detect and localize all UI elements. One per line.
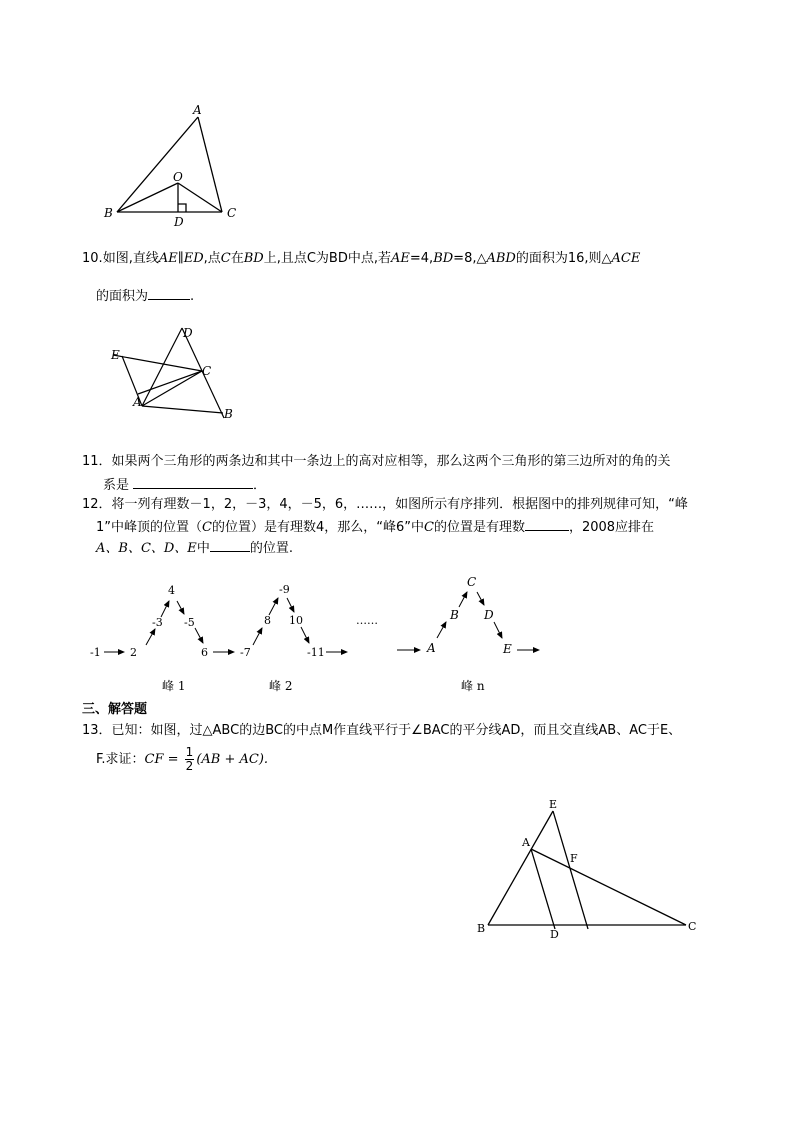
peak-n-6: 6 [201, 646, 208, 659]
label-a: A [133, 395, 142, 409]
line-ac [531, 849, 686, 925]
q12-line1: 12．将一列有理数－1，2，－3，4，－5，6，……，如图所示有序排列．根据图中的排列规律可知，“峰 [82, 497, 688, 512]
line-be [488, 811, 553, 925]
label-a: A [193, 103, 202, 117]
label-d: D [183, 326, 193, 340]
label-c: C [688, 920, 697, 933]
peak-caption-1: 峰 1 [162, 679, 186, 693]
q10-number: 10. [82, 251, 103, 266]
peak-n-minus5: -5 [184, 616, 195, 629]
peak-caption-2: 峰 2 [269, 679, 293, 693]
peak-n-minus7: -7 [240, 646, 251, 659]
label-a: A [522, 836, 530, 849]
label-d: D [550, 928, 559, 941]
label-o: O [173, 170, 183, 184]
q10-line1: 10.如图,直线AE∥ED,点C在BD上,且点C为BD中点,若AE=4,BD=8,△ABD的面积为16,则△ACE [82, 251, 641, 266]
q12-line3: A、B、C、D、E中 的位置. [96, 541, 293, 556]
peak-n-2: 2 [130, 646, 137, 659]
label-c: C [202, 364, 212, 378]
label-b: B [104, 206, 113, 220]
label-d: D [174, 215, 184, 229]
peak-label-a: A [427, 641, 436, 655]
label-b: B [477, 922, 486, 935]
peak-label-c: C [467, 575, 477, 589]
q12-line2: 1”中峰顶的位置（C的位置）是有理数4，那么，“峰6”中C的位置是有理数 ，2008应排在 [96, 520, 655, 535]
peak-label-d: D [484, 608, 494, 622]
label-e: E [549, 798, 558, 811]
q13-line2: F.求证：CF = $\frac{1}{2}$ (AB + AC). [96, 745, 269, 773]
line-ef [553, 811, 588, 929]
line-ad [531, 849, 555, 929]
q13-line1: 13．已知：如图，过△ABC的边BC的中点M作直线平行于∠BAC的平分线AD，而且交直线AB、AC于E、 [82, 723, 682, 738]
peak-n-minus1: -1 [90, 646, 101, 659]
peak-n-8: 8 [264, 614, 271, 627]
label-b: B [224, 407, 233, 421]
label-e: E [111, 348, 120, 362]
peak-label-b: B [450, 608, 459, 622]
peak-n-minus3: -3 [152, 616, 163, 629]
label-f: F [570, 852, 578, 865]
peak-dots: …… [356, 614, 378, 627]
q11-line1: 11．如果两个三角形的两条边和其中一条边上的高对应相等，那么这两个三角形的第三边所对的角的关 [82, 454, 671, 469]
peak-n-minus9: -9 [279, 583, 290, 596]
peak-label-e: E [503, 642, 512, 656]
section-title: 三、解答题 [82, 702, 148, 717]
peak-n-minus11: -11 [307, 646, 325, 659]
peak-n-4: 4 [168, 584, 175, 597]
q11-line2: 系是 ． [103, 478, 267, 493]
peak-caption-n: 峰 n [461, 679, 485, 693]
fraction-one-half: $\frac{1}{2}$ [185, 745, 194, 773]
label-c: C [227, 206, 237, 220]
peak-n-10: 10 [289, 614, 303, 627]
q10-line2: 的面积为 . [96, 289, 195, 304]
